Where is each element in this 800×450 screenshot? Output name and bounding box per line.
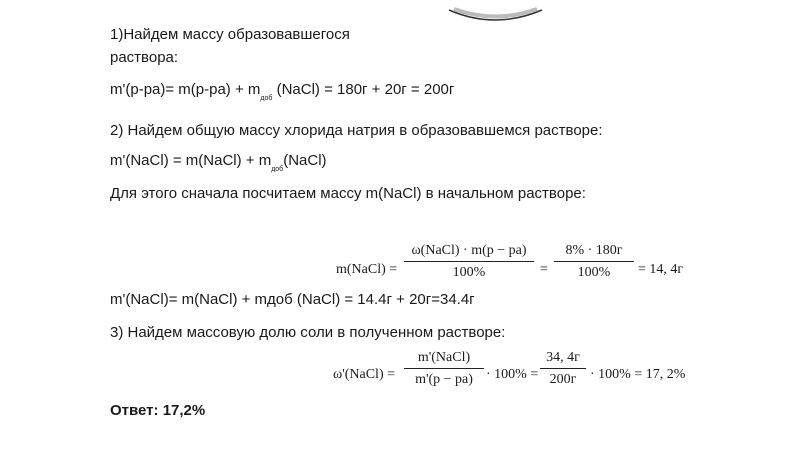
step2-heading: 2) Найдем общую массу хлорида натрия в образовавшемся растворе: [110,122,603,139]
formula2-mult: · 100% = [486,367,539,382]
step1-heading-line2: раствора: [110,49,179,66]
step2-formula-left: m'(NaCl) = m(NaCl) + m [110,152,272,169]
formula1-lhs: m(NaCl) = [336,262,398,277]
formula1-frac1-num: ω(NaCl) · m(р − ра) [404,243,534,262]
step2-formula [110,152,327,173]
step2-note: Для этого сначала посчитаем массу m(NaCl) в начальном растворе: [110,185,586,202]
formula2-frac1-den: m'(р − ра) [415,372,473,387]
formula2-frac1-num: m'(NaCl) [404,350,484,369]
formula2-frac2-den: 200г [549,372,577,387]
step1-formula-right: (NaCl) = 180г + 20г = 200г [276,81,455,98]
answer: Ответ: 17,2% [110,402,206,419]
step3-heading: 3) Найдем массовую долю соли в полученном растворе: [110,324,506,341]
formula2-result: · 100% = 17, 2% [590,367,686,382]
formula1-frac1-den: 100% [452,265,486,280]
formula2-lhs: ω'(NaCl) = [333,367,396,382]
formula1-result: = 14, 4г [638,262,684,277]
step1-formula [110,81,454,102]
step2-formula-sub: доб [271,166,284,173]
step1-formula-sub: доб [260,95,273,102]
step2-total: m'(NaCl)= m(NaCl) + mдоб (NaCl) = 14.4г + 20г=34.4г [110,291,475,308]
formula1-frac2-den: 100% [577,265,611,280]
formula1-fraction1 [404,243,534,281]
cropped-oval-shape [448,0,543,22]
step1-formula-left: m'(р-ра)= m(р-ра) + m [110,81,261,98]
step2-formula-right: (NaCl) [283,152,327,169]
formula1-eq: = [540,262,548,277]
formula1-frac2-num: 8% · 180г [554,243,634,262]
formula2-fraction1 [404,350,484,388]
formula2-fraction2 [540,350,586,388]
step1-heading-line1: 1)Найдем массу образовавшегося [110,26,350,43]
formula2-frac2-num: 34, 4г [540,350,586,369]
formula1-fraction2 [554,243,634,281]
